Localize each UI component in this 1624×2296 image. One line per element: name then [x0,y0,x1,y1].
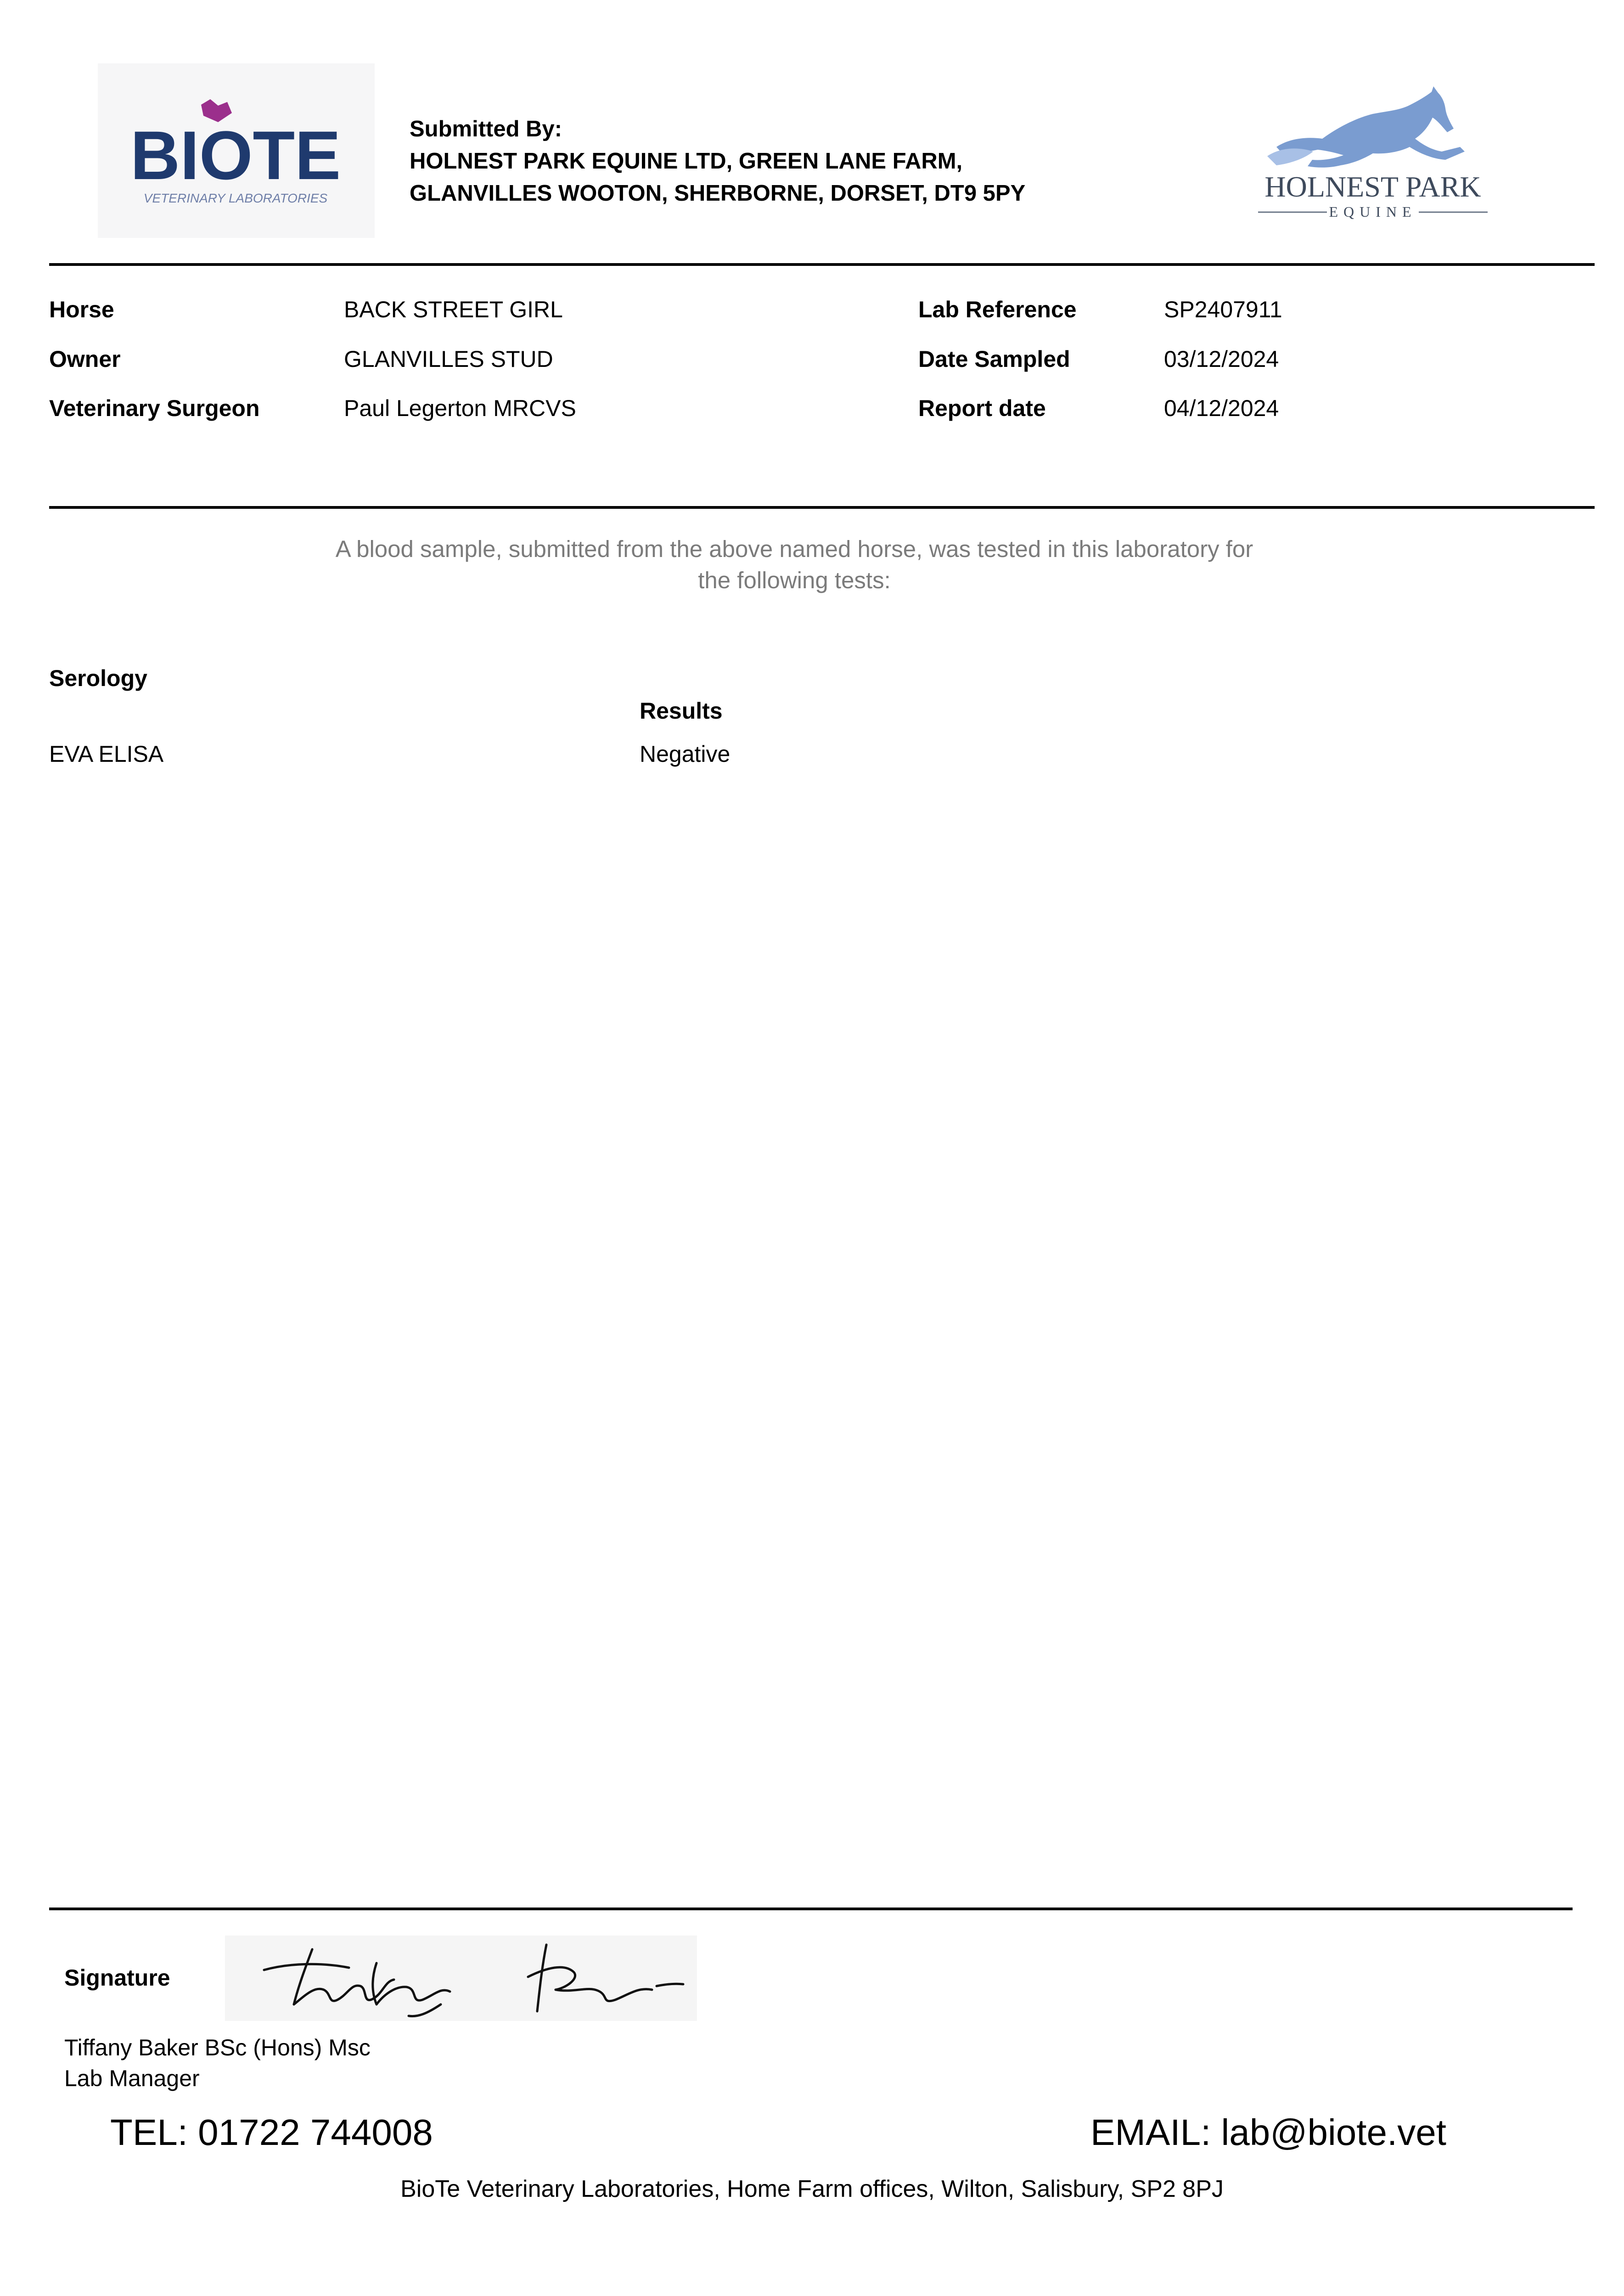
intro-line-1: A blood sample, submitted from the above named horse, was tested in this laboratory for [335,536,1253,562]
lab-reference-value: SP2407911 [1164,297,1282,322]
intro-line-2: the following tests: [698,567,891,593]
holnest-park-logo [1249,78,1506,230]
date-sampled-value: 03/12/2024 [1164,346,1279,372]
date-sampled-label: Date Sampled [918,346,1070,372]
signatory-name: Tiffany Baker BSc (Hons) Msc [64,2035,371,2060]
veterinary-surgeon-label: Veterinary Surgeon [49,395,260,421]
biote-logo [98,63,375,238]
biote-logo-wordmark: BIOTE [130,117,341,194]
lab-reference-label: Lab Reference [918,297,1077,322]
serology-section-title: Serology [49,665,147,691]
horse-value: BACK STREET GIRL [344,297,563,322]
footer-address: BioTe Veterinary Laboratories, Home Farm offices, Wilton, Salisbury, SP2 8PJ [400,2176,1224,2202]
results-header: Results [640,698,723,724]
report-date-label: Report date [918,395,1046,421]
owner-label: Owner [49,346,121,372]
test-result: Negative [640,741,731,767]
header-divider [49,263,1595,266]
details-divider [49,506,1595,509]
report-date-value: 04/12/2024 [1164,395,1279,421]
veterinary-surgeon-value: Paul Legerton MRCVS [344,395,576,421]
signatory-title: Lab Manager [64,2065,200,2091]
holnest-park-subtext: EQUINE [1329,203,1417,220]
footer-telephone: TEL: 01722 744008 [110,2112,433,2153]
signature-image [225,1936,697,2021]
footer-email: EMAIL: lab@biote.vet [1090,2112,1446,2153]
test-name: EVA ELISA [49,741,164,767]
signature-label: Signature [64,1965,170,1991]
owner-value: GLANVILLES STUD [344,346,553,372]
submitter-address-line-1: HOLNEST PARK EQUINE LTD, GREEN LANE FARM, [410,149,963,174]
biote-logo-subtext: VETERINARY LABORATORIES [143,191,328,205]
submitter-address-line-2: GLANVILLES WOOTON, SHERBORNE, DORSET, DT9 5PY [410,181,1026,206]
signature-divider [49,1908,1573,1910]
submitted-by-label: Submitted By: [410,117,562,141]
intro-text [275,534,1313,596]
horse-label: Horse [49,297,114,322]
holnest-park-wordmark: HOLNEST PARK [1264,170,1481,203]
